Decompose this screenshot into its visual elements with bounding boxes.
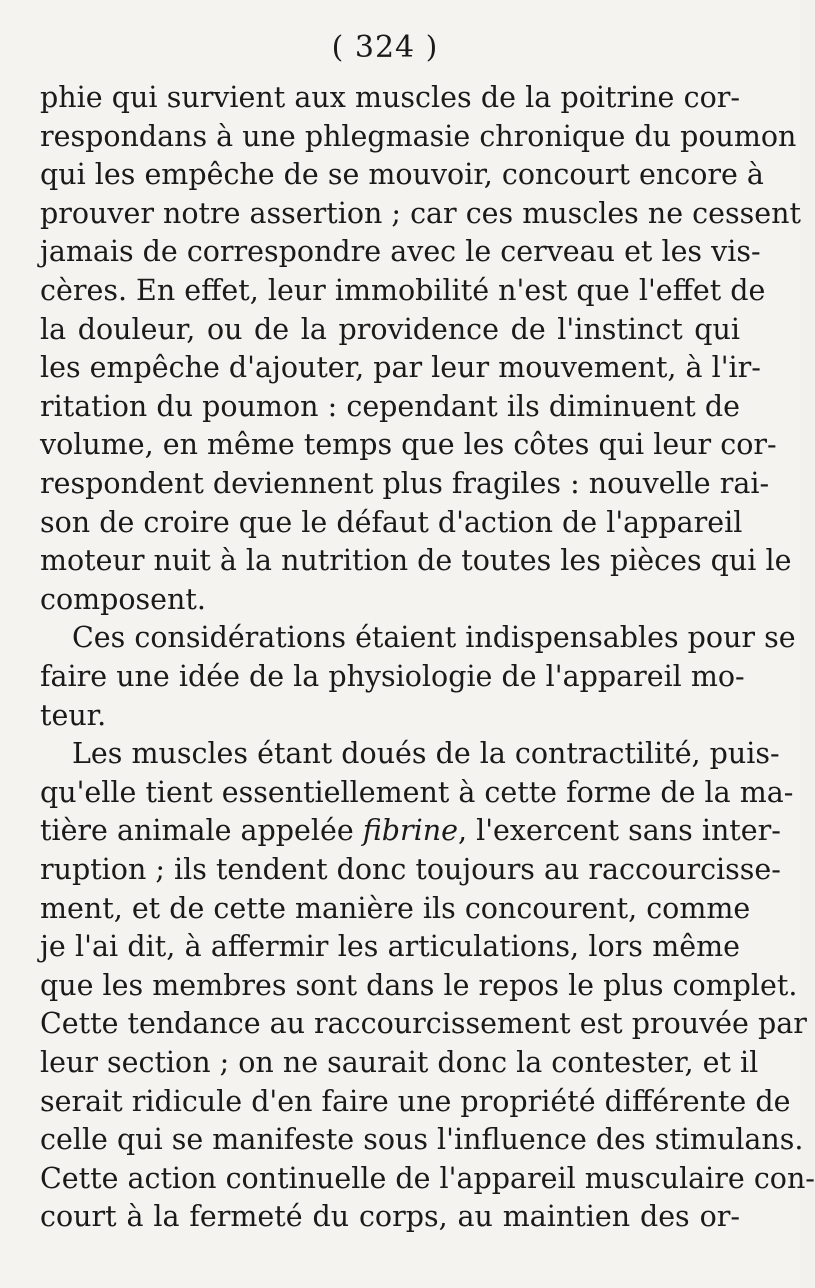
text-line: Les muscles étant doués de la contractilité, puis- — [72, 737, 780, 771]
text-line: ment, et de cette manière ils concourent, comme — [40, 891, 751, 925]
text-line: serait ridicule d'en faire une propriété différente de — [40, 1084, 791, 1118]
text-line: moteur nuit à la nutrition de toutes les pièces qui le — [40, 544, 792, 578]
text-line: phie qui survient aux muscles de la poitrine cor- — [40, 81, 740, 114]
text-line — [40, 811, 781, 851]
text-line: la douleur, ou de la providence de l'instinct qui — [40, 312, 740, 346]
text-line: Cette action continuelle de l'appareil musculaire con- — [40, 1161, 815, 1195]
text-line: Cette tendance au raccourcissement est prouvée par — [40, 1007, 807, 1041]
text-line: ruption ; ils tendent donc toujours au raccourcisse- — [40, 853, 781, 886]
text-line: prouver notre assertion ; car ces muscles ne cessent — [40, 196, 801, 230]
text-run: tière animale appelée — [40, 814, 363, 848]
text-line: court à la fermeté du corps, au maintien des or- — [40, 1200, 740, 1234]
text-line: teur. — [40, 698, 107, 732]
text-line: je l'ai dit, à affermir les articulations, lors même — [40, 930, 740, 964]
text-line: leur section ; on ne saurait donc la contester, et il — [40, 1046, 759, 1079]
text-line: respondans à une phlegmasie chronique du poumon — [40, 119, 797, 153]
text-line: Ces considérations étaient indispensables pour se — [72, 621, 796, 655]
text-line: cères. En effet, leur immobilité n'est que l'effet de — [40, 274, 766, 307]
text-line: les empêche d'ajouter, par leur mouvement, à l'ir- — [40, 351, 761, 385]
text-line: faire une idée de la physiologie de l'appareil mo- — [40, 660, 745, 693]
italic-term: fibrine — [362, 814, 458, 848]
text-line: qu'elle tient essentiellement à cette forme de la ma- — [40, 775, 794, 809]
text-line: celle qui se manifeste sous l'influence des stimulans. — [40, 1123, 804, 1157]
page-number: ( 324 ) — [331, 30, 439, 65]
text-line: volume, en même temps que les côtes qui leur cor- — [40, 428, 777, 462]
text-line: que les membres sont dans le repos le plus complet. — [40, 968, 798, 1002]
text-line: respondent deviennent plus fragiles : nouvelle rai- — [40, 467, 770, 500]
text-line: ritation du poumon : cependant ils diminuent de — [40, 389, 740, 423]
text-line: jamais de correspondre avec le cerveau et les vis- — [40, 235, 761, 269]
text-line: composent. — [40, 582, 206, 616]
text-line: son de croire que le défaut d'action de l'appareil — [40, 505, 743, 539]
text-run: , l'exercent sans inter- — [457, 814, 781, 848]
text-line: qui les empêche de se mouvoir, concourt encore à — [40, 158, 764, 192]
